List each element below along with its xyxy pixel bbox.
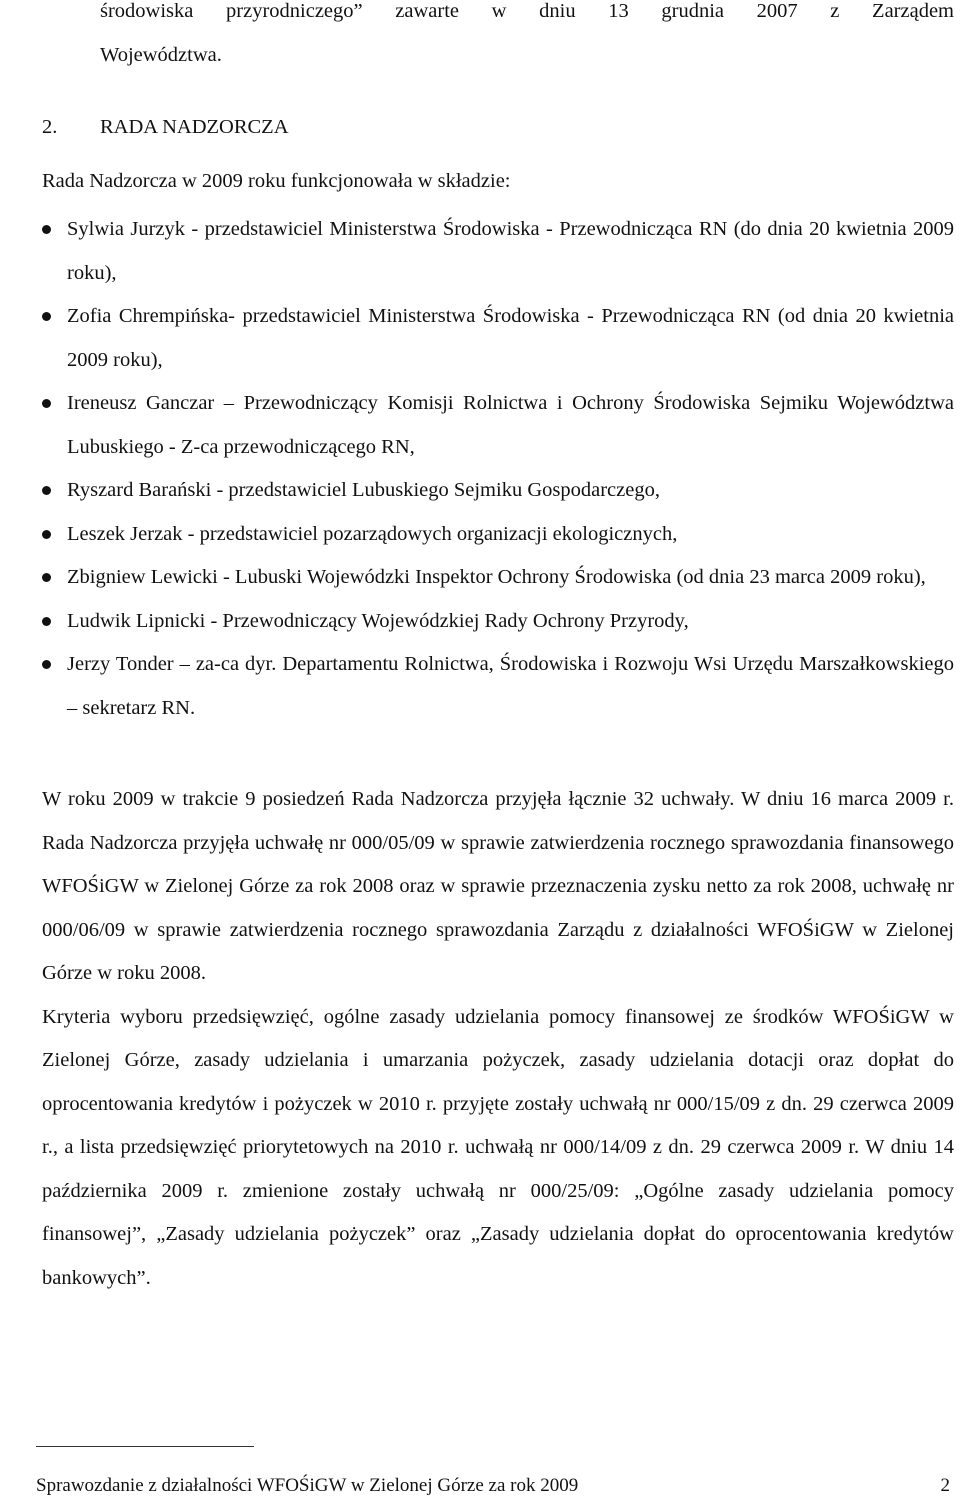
list-item (42, 556, 954, 600)
bullet-icon (42, 312, 51, 321)
bullet-icon (42, 399, 51, 408)
list-item (42, 469, 954, 513)
member-text: Sylwia Jurzyk - przedstawiciel Ministerstwa Środowiska - Przewodnicząca RN (do dnia 20 kwietnia 2009 roku), (67, 218, 954, 284)
intro-line-1: środowiska przyrodniczego” zawarte w dniu 13 grudnia 2007 z Zarządem (100, 0, 954, 22)
bullet-icon (42, 660, 51, 669)
member-text: Jerzy Tonder – za-ca dyr. Departamentu Rolnictwa, Środowiska i Rozwoju Wsi Urzędu Marszałkowskiego – sekretarz RN. (67, 653, 954, 719)
section-heading (42, 106, 954, 150)
member-text: Ryszard Barański - przedstawiciel Lubuskiego Sejmiku Gospodarczego, (67, 479, 660, 501)
footer-text: Sprawozdanie z działalności WFOŚiGW w Zielonej Górze za rok 2009 (36, 1475, 579, 1496)
member-text: Ireneusz Ganczar – Przewodniczący Komisji Rolnictwa i Ochrony Środowiska Sejmiku Województwa Lubuskiego - Z-ca przewodniczącego RN, (67, 392, 954, 458)
body-paragraphs (42, 778, 954, 1300)
section-number: 2. (42, 116, 58, 138)
list-item (42, 208, 954, 295)
member-text: Zofia Chrempińska- przedstawiciel Ministerstwa Środowiska - Przewodnicząca RN (od dnia 20 kwietnia 2009 roku), (67, 305, 954, 371)
list-item (42, 600, 954, 644)
paragraph-resolutions: W roku 2009 w trakcie 9 posiedzeń Rada Nadzorcza przyjęła łącznie 32 uchwały. W dniu 16 marca 2009 r. Rada Nadzorcza przyjęła uchwałę nr 000/05/09 w sprawie zatwierdzenia rocznego sprawozdania finansowego WFOŚiGW w Zielonej Górze za rok 2008 oraz w sprawie przeznaczenia zysku netto za rok 2008, uchwałę nr 000/06/09 w sprawie zatwierdzenia rocznego sprawozdania Zarządu z działalności WFOŚiGW w Zielonej Górze w roku 2008. (42, 788, 954, 984)
composition-intro (42, 160, 954, 204)
paragraph-criteria: Kryteria wyboru przedsięwzięć, ogólne zasady udzielania pomocy finansowej ze środków WFOŚiGW w Zielonej Górze, zasady udzielania i umarzania pożyczek, zasady udzielania dotacji oraz dopłat do oprocentowania kredytów i pożyczek w 2010 r. przyjęte zostały uchwałą nr 000/15/09 z dn. 29 czerwca 2009 r., a lista przedsięwzięć priorytetowych na 2010 r. uchwałą nr 000/14/09 z dn. 29 czerwca 2009 r. W dniu 14 października 2009 r. zmienione zostały uchwałą nr 000/25/09: „Ogólne zasady udzielania pomocy finansowej”, „Zasady udzielania pożyczek” oraz „Zasady udzielania dopłat do oprocentowania kredytów bankowych”. (42, 1005, 954, 1289)
section-title: RADA NADZORCZA (100, 116, 289, 138)
page-number: 2 (940, 1475, 950, 1496)
member-text: Ludwik Lipnicki - Przewodniczący Wojewódzkiej Rady Ochrony Przyrody, (67, 609, 689, 632)
bullet-icon (42, 225, 51, 234)
member-text: Leszek Jerzak - przedstawiciel pozarządowych organizacji ekologicznych, (67, 522, 678, 545)
page-footer (36, 1474, 954, 1498)
intro-line-2: Województwa. (100, 43, 222, 66)
footer-divider (36, 1446, 254, 1447)
bullet-icon (42, 486, 51, 495)
list-item (42, 382, 954, 469)
list-item (42, 643, 954, 730)
list-item (42, 295, 954, 382)
bullet-icon (42, 617, 51, 626)
bullet-icon (42, 530, 51, 539)
list-item (42, 513, 954, 557)
members-list (42, 208, 954, 730)
intro-continuation (42, 0, 954, 77)
member-text: Zbigniew Lewicki - Lubuski Wojewódzki Inspektor Ochrony Środowiska (od dnia 23 marca 2009 roku), (67, 566, 926, 588)
bullet-icon (42, 573, 51, 582)
composition-intro-text: Rada Nadzorcza w 2009 roku funkcjonowała w składzie: (42, 170, 511, 192)
